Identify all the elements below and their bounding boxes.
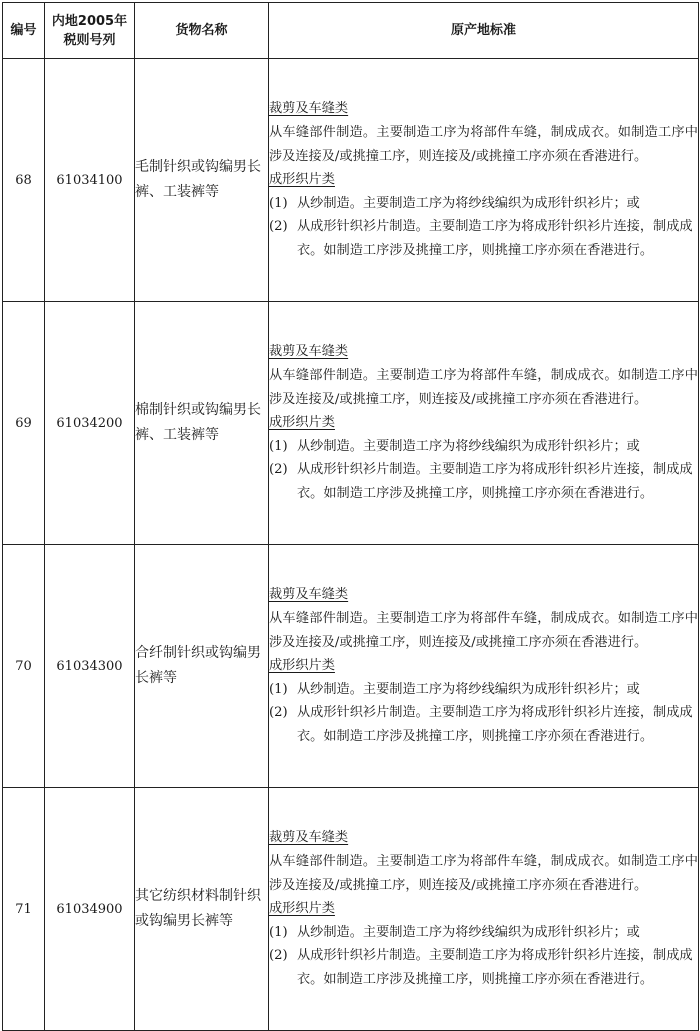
item-text: 从纱制造。主要制造工序为将纱线编织为成形针织衫片；或 — [297, 195, 640, 211]
origin-rules-table — [2, 2, 699, 1031]
category-knit-panel: 成形织片类 — [269, 901, 335, 917]
header-standard: 原产地标准 — [269, 3, 699, 59]
row-num: 70 — [3, 545, 45, 788]
header-goods: 货物名称 — [135, 3, 269, 59]
cut-sew-rule: 从车缝部件制造。主要制造工序为将部件车缝，制成成衣。如制造工序中涉及连接及/或挑撞工序，则连接及/或挑撞工序亦须在香港进行。 — [269, 611, 698, 650]
row-num: 71 — [3, 788, 45, 1031]
category-cut-sew: 裁剪及车缝类 — [269, 101, 349, 117]
category-knit-panel: 成形织片类 — [269, 172, 335, 188]
rule-item-1 — [269, 678, 698, 702]
category-knit-panel: 成形织片类 — [269, 415, 335, 431]
row-tariff-code: 61034100 — [45, 59, 135, 302]
rule-item-1 — [269, 192, 698, 216]
row-goods-name: 棉制针织或钩编男长裤、工装裤等 — [135, 302, 269, 545]
table-row — [3, 59, 699, 302]
row-goods-name: 其它纺织材料制针织或钩编男长裤等 — [135, 788, 269, 1031]
item-text: 从纱制造。主要制造工序为将纱线编织为成形针织衫片；或 — [297, 924, 640, 940]
row-origin-standard — [269, 302, 699, 545]
table-row — [3, 545, 699, 788]
header-tariff-code — [45, 3, 135, 59]
category-cut-sew: 裁剪及车缝类 — [269, 587, 349, 603]
rule-item-2 — [269, 944, 698, 991]
row-origin-standard — [269, 788, 699, 1031]
item-mark: (2) — [269, 462, 288, 478]
item-text: 从成形针织衫片制造。主要制造工序为将成形针织衫片连接，制成成衣。如制造工序涉及挑撞工序，则挑撞工序亦须在香港进行。 — [297, 705, 693, 744]
rule-item-1 — [269, 435, 698, 459]
cut-sew-rule: 从车缝部件制造。主要制造工序为将部件车缝，制成成衣。如制造工序中涉及连接及/或挑撞工序，则连接及/或挑撞工序亦须在香港进行。 — [269, 125, 698, 164]
row-origin-standard — [269, 545, 699, 788]
header-num: 编号 — [3, 3, 45, 59]
rule-item-2 — [269, 458, 698, 505]
item-mark: (1) — [269, 924, 288, 940]
item-text: 从纱制造。主要制造工序为将纱线编织为成形针织衫片；或 — [297, 438, 640, 454]
header-code-line1: 内地2005年 — [51, 13, 128, 29]
category-cut-sew: 裁剪及车缝类 — [269, 830, 349, 846]
cut-sew-rule: 从车缝部件制造。主要制造工序为将部件车缝，制成成衣。如制造工序中涉及连接及/或挑撞工序，则连接及/或挑撞工序亦须在香港进行。 — [269, 368, 698, 407]
item-text: 从纱制造。主要制造工序为将纱线编织为成形针织衫片；或 — [297, 681, 640, 697]
item-mark: (2) — [269, 705, 288, 721]
row-num: 69 — [3, 302, 45, 545]
table-row — [3, 788, 699, 1031]
item-text: 从成形针织衫片制造。主要制造工序为将成形针织衫片连接，制成成衣。如制造工序涉及挑撞工序，则挑撞工序亦须在香港进行。 — [297, 462, 693, 501]
header-code-line2: 税则号列 — [63, 32, 116, 48]
item-mark: (1) — [269, 681, 288, 697]
row-goods-name: 毛制针织或钩编男长裤、工装裤等 — [135, 59, 269, 302]
item-mark: (1) — [269, 195, 288, 211]
category-knit-panel: 成形织片类 — [269, 658, 335, 674]
row-num: 68 — [3, 59, 45, 302]
rule-item-2 — [269, 215, 698, 262]
table-header-row — [3, 3, 699, 59]
item-mark: (1) — [269, 438, 288, 454]
row-tariff-code: 61034300 — [45, 545, 135, 788]
item-text: 从成形针织衫片制造。主要制造工序为将成形针织衫片连接，制成成衣。如制造工序涉及挑撞工序，则挑撞工序亦须在香港进行。 — [297, 219, 693, 258]
rule-item-1 — [269, 921, 698, 945]
item-mark: (2) — [269, 948, 288, 964]
item-mark: (2) — [269, 219, 288, 235]
row-origin-standard — [269, 59, 699, 302]
table-row — [3, 302, 699, 545]
rule-item-2 — [269, 701, 698, 748]
row-tariff-code: 61034200 — [45, 302, 135, 545]
row-goods-name: 合纤制针织或钩编男长裤等 — [135, 545, 269, 788]
cut-sew-rule: 从车缝部件制造。主要制造工序为将部件车缝，制成成衣。如制造工序中涉及连接及/或挑撞工序，则连接及/或挑撞工序亦须在香港进行。 — [269, 854, 698, 893]
category-cut-sew: 裁剪及车缝类 — [269, 344, 349, 360]
item-text: 从成形针织衫片制造。主要制造工序为将成形针织衫片连接，制成成衣。如制造工序涉及挑撞工序，则挑撞工序亦须在香港进行。 — [297, 948, 693, 987]
row-tariff-code: 61034900 — [45, 788, 135, 1031]
